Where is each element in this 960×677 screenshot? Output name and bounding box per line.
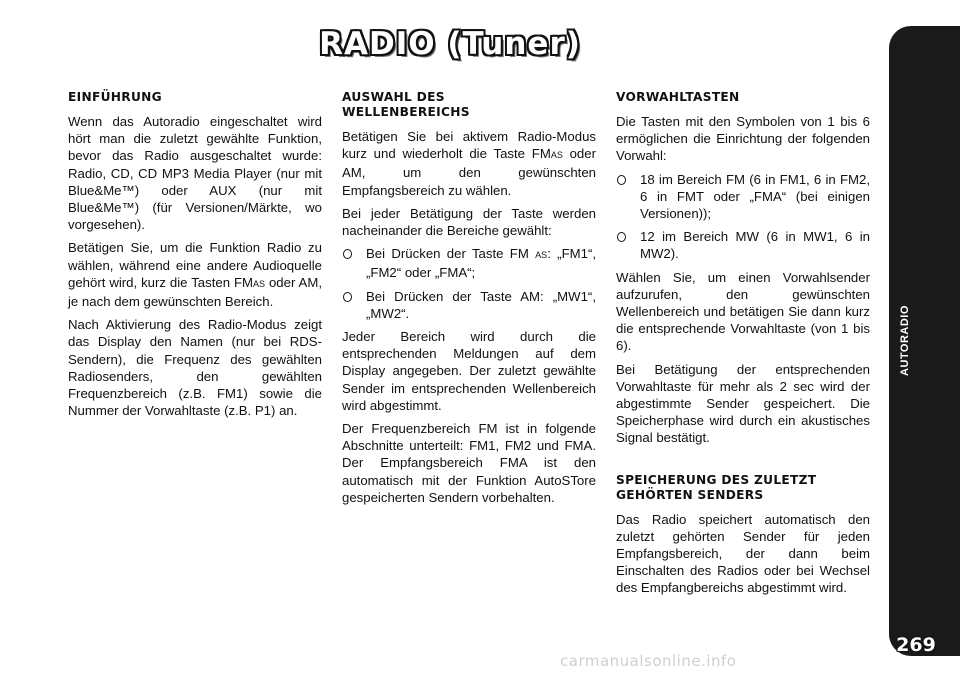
paragraph: Nach Aktivierung des Radio-Modus zeigt das Display den Namen (nur bei RDS-Sendern), die Frequenz des gewählten Radiosenders, den gewählten Frequenzbereich (z.B. FM1) sowie die Nummer der Vorwahltaste (z.B. P1) an. (68, 317, 322, 419)
paragraph (68, 239, 322, 310)
text-run-small: AS (253, 278, 266, 289)
bullet-list (616, 171, 870, 263)
list-item (616, 228, 870, 262)
text-run-small: AS (550, 150, 563, 161)
circle-bullet-icon (343, 249, 352, 259)
heading-line: WELLENBEREICHS (342, 105, 470, 119)
heading-speicherung (616, 473, 870, 503)
heading-line: AUSWAHL DES (342, 90, 445, 104)
list-item (342, 288, 596, 322)
paragraph: Wenn das Autoradio eingeschaltet wird hört man die zuletzt gewählte Funktion, bevor das Radio ausgeschaltet wurde: Radio, CD, CD MP3 Media Player (nur mit Blue&Me™) oder AUX (nur mit Blue&Me™) (für Versionen/Märkte, wo vorgesehen). (68, 114, 322, 233)
paragraph: Wählen Sie, um einen Vorwahlsender aufzurufen, den gewünschten Wellenbereich und betätigen Sie dann kurz die entsprechende Vorwahltaste (von 1 bis 6). (616, 269, 870, 354)
column-vorwahltasten (616, 90, 870, 603)
paragraph: Jeder Bereich wird durch die entsprechenden Meldungen auf dem Display angegeben. Der zuletzt gewählte Sender im entsprechenden Wellenbereich wird abgestimmt. (342, 329, 596, 413)
list-item (342, 245, 596, 281)
bullet-list (342, 245, 596, 322)
section-side-tab (889, 26, 960, 656)
heading-line: SPEICHERUNG DES ZULETZT (616, 472, 817, 487)
text-run: Betätigen Sie bei aktivem Radio-Modus kurz und wiederholt die Taste FM (342, 129, 596, 162)
heading-vorwahltasten: VORWAHLTASTEN (616, 90, 740, 104)
circle-bullet-icon (617, 232, 626, 242)
text-run: : „FM1“, „FM2“ oder „FMA“; (366, 246, 596, 281)
side-tab-label: AUTORADIO (899, 305, 911, 377)
text-run-small: AS (535, 250, 548, 261)
text-run: 18 im Bereich FM (6 in FM1, 6 in FM2, 6 in FMT oder „FMA“ (bei einigen Versionen)); (640, 171, 870, 222)
column-einfuehrung (68, 90, 322, 425)
paragraph (342, 128, 596, 199)
text-run: oder AM, um den gewünschten Empfangsbereich zu wählen. (342, 146, 596, 198)
heading-wellenbereich (342, 90, 596, 120)
paragraph: Die Tasten mit den Symbolen von 1 bis 6 ermöglichen die Einrichtung der folgenden Vorwahl: (616, 114, 870, 164)
circle-bullet-icon (343, 292, 352, 302)
text-run: Bei Drücken der Taste FM (366, 246, 536, 262)
column-wellenbereich (342, 90, 596, 512)
text-run: oder AM, je nach dem gewünschten Bereich. (68, 274, 322, 310)
text-run: 12 im Bereich MW (6 in MW1, 6 in MW2). (640, 229, 870, 262)
paragraph: Bei Betätigung der entsprechenden Vorwahltaste für mehr als 2 sec wird der abgestimmte Sender gespeichert. Die Speicherphase wird durch ein akustisches Signal bestätigt. (616, 361, 870, 446)
paragraph: Bei jeder Betätigung der Taste werden nacheinander die Bereiche gewählt: (342, 205, 596, 239)
text-run: Betätigen Sie, um die Funktion Radio zu wählen, während eine andere Audioquelle gehört wird, kurz die Tasten FM (68, 240, 322, 290)
paragraph: Der Frequenzbereich FM ist in folgende Abschnitte unterteilt: FM1, FM2 und FMA. Der Empfangsbereich FMA ist den automatisch mit der Funktion AutoSTore gespeicherten Sendern vorbehalten. (342, 421, 596, 505)
watermark: carmanualsonline.info (560, 652, 737, 670)
circle-bullet-icon (617, 175, 626, 185)
paragraph: Das Radio speichert automatisch den zuletzt gehörten Sender für jeden Empfangsbereich, der dann beim Einschalten des Radios oder bei Wechsel des Empfangbereichs abgestimmt wird. (616, 511, 870, 596)
list-item (616, 171, 870, 223)
heading-line: GEHÖRTEN SENDERS (616, 487, 764, 502)
heading-einfuehrung: EINFÜHRUNG (68, 90, 162, 104)
page-title: RADIO (Tuner) (319, 26, 581, 62)
page-number: 269 (896, 634, 936, 656)
text-run: Bei Drücken der Taste AM: „MW1“, „MW2“. (366, 288, 596, 321)
